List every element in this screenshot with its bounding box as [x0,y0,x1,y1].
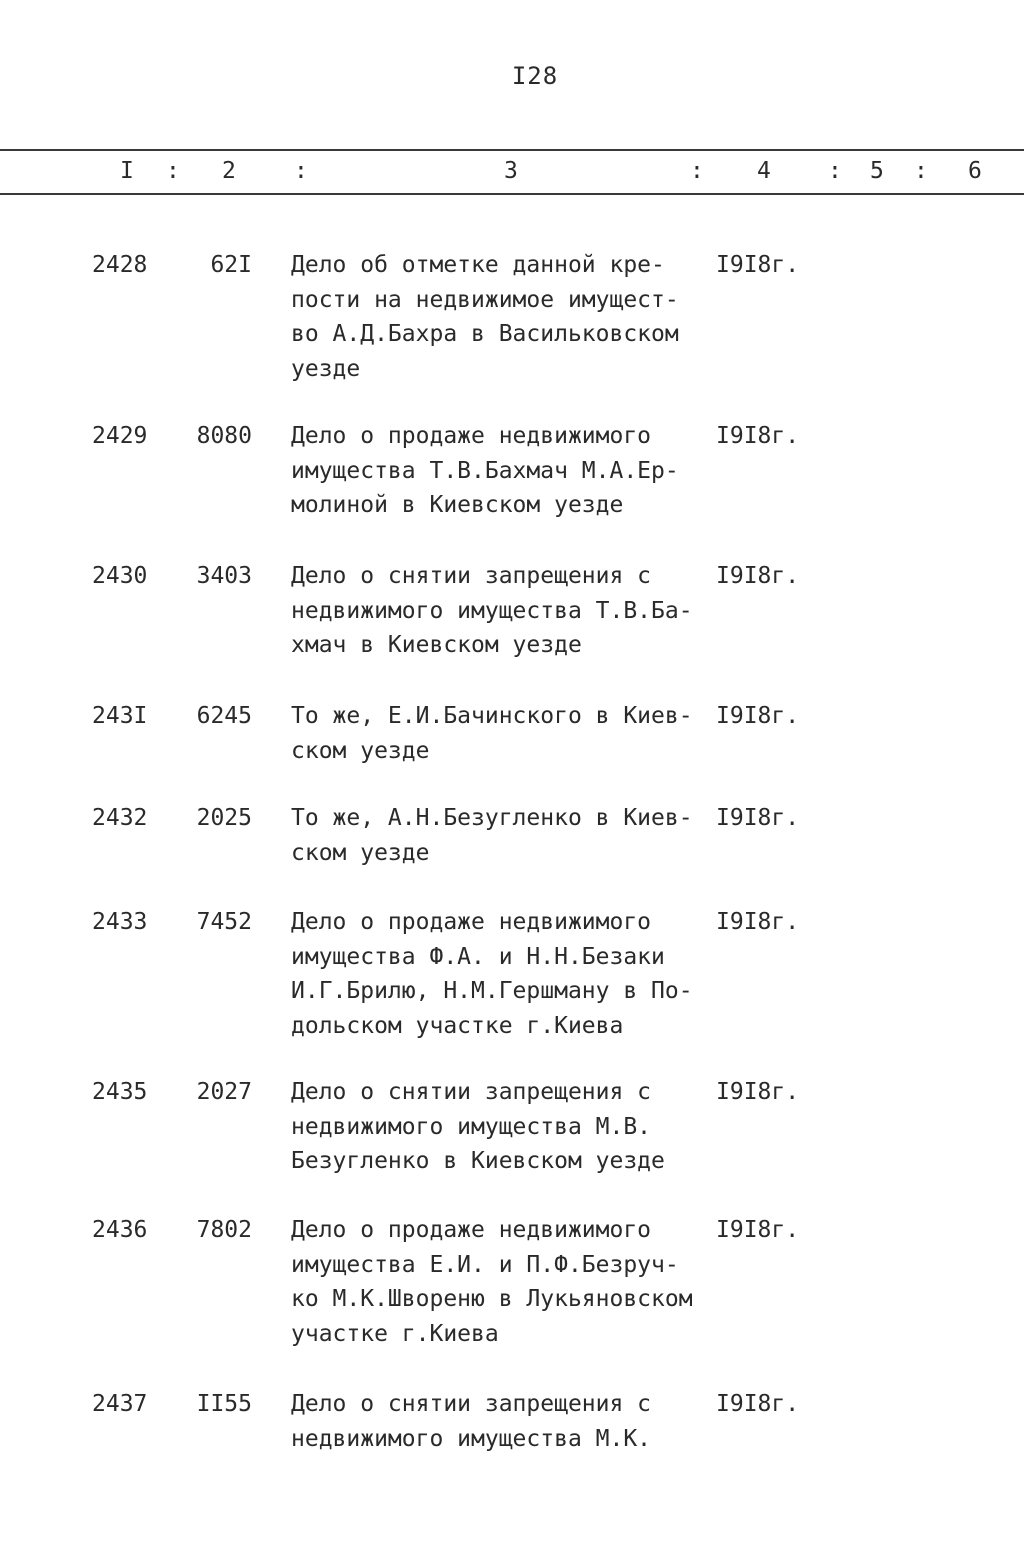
column-header-5: 5 [870,158,884,184]
description-line: недвижимого имущества Т.В.Ба- [291,597,693,624]
old-number: 62I [210,252,252,278]
inventory-row [0,1075,1024,1179]
item-description [291,419,711,523]
column-separator: : [690,158,704,184]
inventory-row [0,699,1024,768]
column-header-1: I [120,158,134,184]
description-line: Дело о продаже недвижимого [291,423,652,449]
description-line: дольском участке г.Киева [291,1012,624,1039]
old-number: 3403 [196,563,252,589]
item-year: I9I8г. [716,252,800,278]
item-description [291,801,711,870]
description-line: Дело о снятии запрещения с [291,1391,652,1417]
column-header-row [0,158,1024,188]
description-line: То же, А.Н.Безугленко в Киев- [291,805,693,831]
inventory-row [0,419,1024,523]
item-description [291,1213,711,1351]
column-separator: : [914,158,928,184]
description-line: имущества Ф.А. и Н.Н.Безаки [291,943,665,970]
inventory-row [0,559,1024,663]
old-number: 7452 [196,909,252,935]
item-year: I9I8г. [716,1391,800,1417]
description-line: ко М.К.Швореню в Лукьяновском [291,1286,693,1312]
item-number: 243I [92,703,148,729]
page-number: I28 [511,62,559,90]
column-header-2: 2 [222,158,236,184]
inventory-row [0,1387,1024,1456]
header-bottom-rule [0,193,1024,195]
item-year: I9I8г. [716,563,800,589]
item-year: I9I8г. [716,1079,800,1105]
inventory-row [0,905,1024,1043]
column-header-6: 6 [968,158,982,184]
description-line: недвижимого имущества М.К. [291,1425,652,1452]
description-line: То же, Е.И.Бачинского в Киев- [291,703,693,729]
inventory-row [0,1213,1024,1351]
description-line: Дело о продаже недвижимого [291,909,652,935]
description-line: Дело о снятии запрещения с [291,563,652,589]
old-number: 2027 [196,1079,252,1105]
description-line: И.Г.Брилю, Н.М.Гершману в По- [291,978,693,1004]
description-line: Дело о снятии запрещения с [291,1079,652,1105]
old-number: II55 [196,1391,252,1417]
description-line: Дело об отметке данной кре- [291,252,665,278]
description-line: во А.Д.Бахра в Васильковском [291,321,679,347]
item-description [291,905,711,1043]
item-number: 2433 [92,909,148,935]
item-year: I9I8г. [716,423,800,449]
column-separator: : [294,158,308,184]
column-separator: : [166,158,180,184]
description-line: уезде [291,355,361,382]
old-number: 8080 [196,423,252,449]
old-number: 6245 [196,703,252,729]
item-description [291,1075,711,1179]
item-number: 2428 [92,252,148,278]
column-header-4: 4 [757,158,771,184]
column-separator: : [828,158,842,184]
item-number: 2429 [92,423,148,449]
description-line: участке г.Киева [291,1320,499,1347]
inventory-row [0,801,1024,870]
old-number: 7802 [196,1217,252,1243]
item-year: I9I8г. [716,909,800,935]
description-line: имущества Т.В.Бахмач М.А.Ер- [291,457,679,484]
item-number: 2435 [92,1079,148,1105]
item-number: 2437 [92,1391,148,1417]
description-line: молиной в Киевском уезде [291,492,624,518]
item-description [291,559,711,663]
item-number: 2432 [92,805,148,831]
description-line: недвижимого имущества М.В. [291,1113,652,1140]
item-number: 2430 [92,563,148,589]
description-line: хмач в Киевском уезде [291,632,582,658]
description-line: ском уезде [291,737,430,764]
column-header-3: 3 [504,158,518,184]
inventory-row [0,248,1024,386]
item-description [291,1387,711,1456]
old-number: 2025 [196,805,252,831]
description-line: ском уезде [291,839,430,866]
item-year: I9I8г. [716,703,800,729]
description-line: Дело о продаже недвижимого [291,1217,652,1243]
description-line: Безугленко в Киевском уезде [291,1148,665,1174]
item-number: 2436 [92,1217,148,1243]
item-description [291,699,711,768]
item-description [291,248,711,386]
header-top-rule [0,149,1024,151]
item-year: I9I8г. [716,1217,800,1243]
description-line: пости на недвижимое имущест- [291,286,679,313]
item-year: I9I8г. [716,805,800,831]
description-line: имущества Е.И. и П.Ф.Безруч- [291,1251,679,1278]
